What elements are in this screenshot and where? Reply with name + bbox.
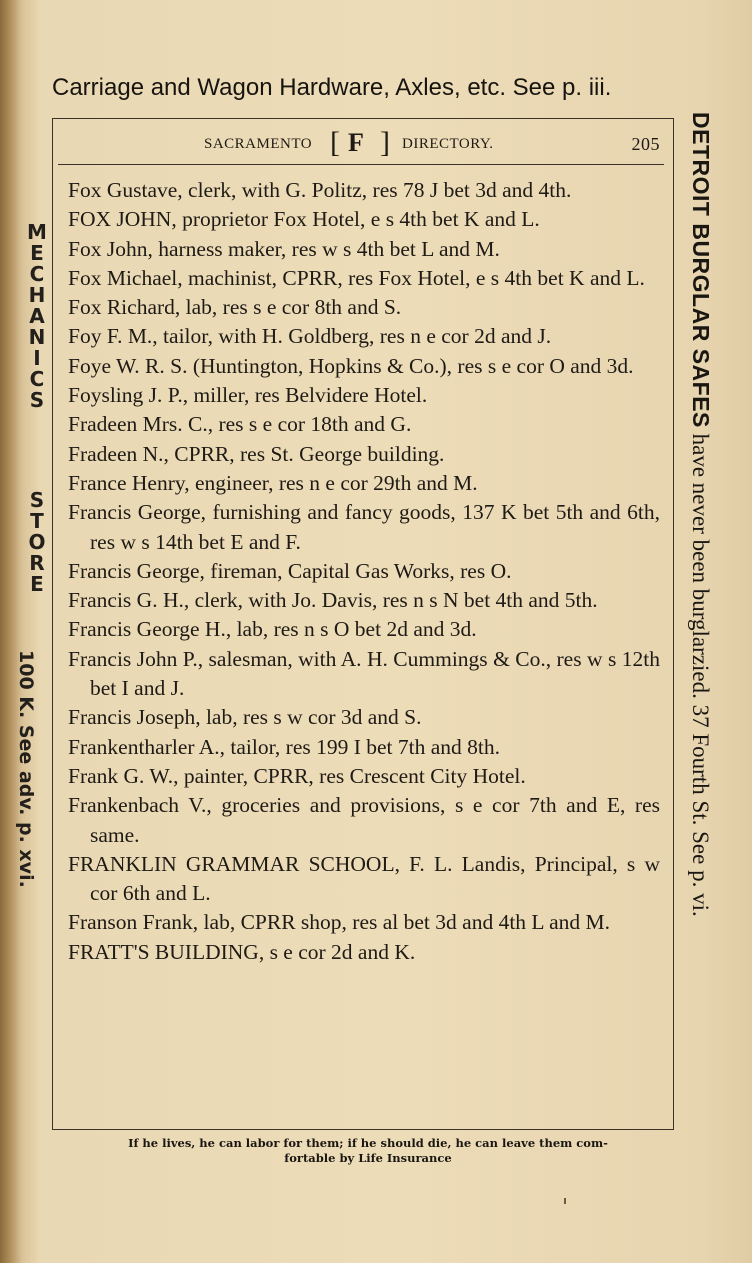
- running-head: [58, 126, 660, 160]
- vertical-letter: E: [30, 572, 44, 596]
- vertical-letter: C: [29, 367, 45, 391]
- bracket-open: [: [330, 126, 341, 159]
- directory-entry: Francis John P., salesman, with A. H. Cummings & Co., res w s 12th bet I and J.: [68, 646, 660, 701]
- vertical-letter: O: [28, 530, 46, 554]
- directory-entry: Fox Richard, lab, res s e cor 8th and S.: [68, 295, 402, 320]
- vertical-letter: T: [30, 509, 44, 533]
- directory-entry: FOX JOHN, proprietor Fox Hotel, e s 4th bet K and L.: [68, 207, 540, 232]
- vertical-letter: A: [29, 304, 45, 328]
- vertical-letter: N: [28, 325, 46, 349]
- left-side-advertisement: [15, 220, 56, 1012]
- directory-entry: Fox John, harness maker, res w s 4th bet L and M.: [68, 236, 500, 261]
- directory-entry: Francis George, furnishing and fancy goods, 137 K bet 5th and 6th, res w s 14th bet E and F.: [68, 500, 660, 554]
- directory-entry: FRANKLIN GRAMMAR SCHOOL, F. L. Landis, Principal, s w cor 6th and L.: [68, 851, 660, 906]
- vertical-letter: C: [29, 262, 45, 286]
- directory-entry: Foye W. R. S. (Huntington, Hopkins & Co.), res s e cor O and 3d.: [68, 353, 634, 378]
- right-ad-brand: DETROIT BURGLAR SAFES: [688, 112, 714, 428]
- right-side-advertisement: [680, 112, 720, 1142]
- vertical-letter: S: [29, 388, 45, 412]
- directory-entry: Franson Frank, lab, CPRR shop, res al bet 3d and 4th L and M.: [68, 910, 611, 935]
- vertical-letter: E: [30, 241, 44, 265]
- directory-entry: Frank G. W., painter, CPRR, res Crescent City Hotel.: [68, 763, 526, 788]
- bracket-close: ]: [380, 126, 391, 159]
- directory-entry: Frankenbach V., groceries and provisions, s e cor 7th and E, res same.: [68, 793, 660, 847]
- directory-entry: Francis George H., lab, res n s O bet 2d and 3d.: [68, 617, 477, 642]
- bottom-ad-line: If he lives, he can labor for them; if he should die, he can leave them com-: [128, 1136, 608, 1150]
- page-number: 205: [631, 134, 660, 154]
- directory-entry: Francis Joseph, lab, res s w cor 3d and S.: [68, 705, 422, 730]
- directory-entry: Foy F. M., tailor, with H. Goldberg, res n e cor 2d and J.: [68, 324, 552, 349]
- running-head-city: SACRAMENTO: [204, 136, 313, 152]
- store-vertical-word: [18, 490, 56, 595]
- right-ad-details: have never been burglarzied. 37 Fourth St. See p. vi.: [688, 427, 713, 917]
- directory-entries: [68, 176, 660, 967]
- running-head-title: DIRECTORY.: [402, 136, 494, 152]
- directory-entry: Foysling J. P., miller, res Belvidere Hotel.: [68, 383, 428, 408]
- directory-entry: Frankentharler A., tailor, res 199 I bet 7th and 8th.: [68, 734, 501, 759]
- directory-entry: Fradeen N., CPRR, res St. George building.: [68, 441, 445, 466]
- paper-mark: [564, 1198, 566, 1204]
- vertical-letter: I: [33, 346, 41, 370]
- directory-entry: Fox Gustave, clerk, with G. Politz, res 78 J bet 3d and 4th.: [68, 178, 572, 202]
- bottom-advertisement: [58, 1136, 678, 1166]
- directory-entry: Francis G. H., clerk, with Jo. Davis, res n s N bet 4th and 5th.: [68, 588, 598, 613]
- vertical-letter: S: [29, 488, 45, 512]
- vertical-letter: M: [27, 220, 47, 244]
- section-letter: F: [348, 128, 365, 157]
- directory-entry: FRATT'S BUILDING, s e cor 2d and K.: [68, 939, 416, 964]
- directory-entry: Francis George, fireman, Capital Gas Works, res O.: [68, 558, 512, 583]
- directory-entry: Fradeen Mrs. C., res s e cor 18th and G.: [68, 412, 412, 437]
- header-rule: [58, 164, 664, 165]
- right-ad-text: [687, 112, 714, 917]
- bottom-ad-line: fortable by Life Insurance: [284, 1151, 452, 1165]
- vertical-letter: R: [29, 551, 45, 575]
- directory-entry: France Henry, engineer, res n e cor 29th and M.: [68, 470, 478, 495]
- left-ad-address: 100 K. See adv. p. xvi.: [15, 650, 37, 888]
- directory-entry: Fox Michael, machinist, CPRR, res Fox Hotel, e s 4th bet K and L.: [68, 265, 645, 290]
- vertical-letter: H: [28, 283, 46, 307]
- top-advertisement: Carriage and Wagon Hardware, Axles, etc. See p. iii.: [52, 74, 612, 101]
- mechanics-vertical-word: [18, 222, 56, 411]
